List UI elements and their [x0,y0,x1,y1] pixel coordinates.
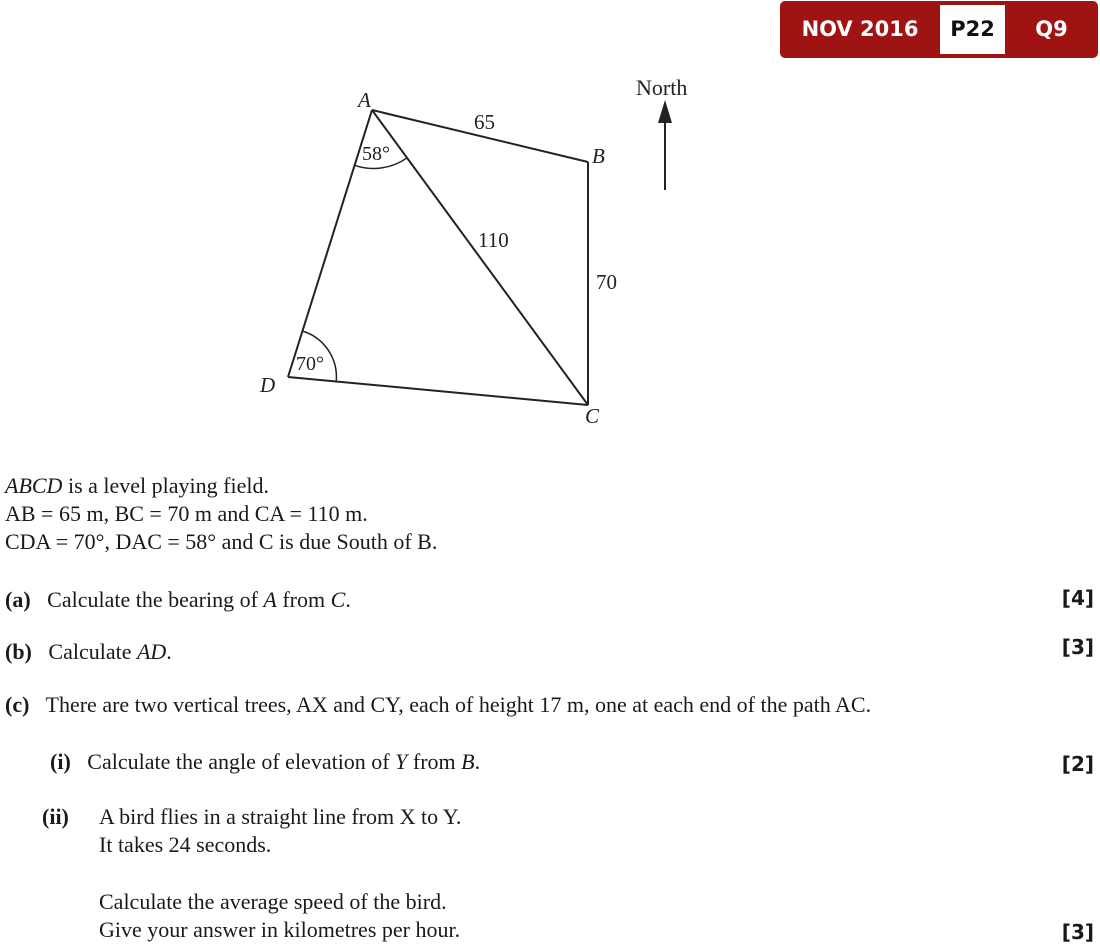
part-c-ii-line-3: Calculate the average speed of the bird. [99,889,447,914]
angle-d-value: 70° [296,353,324,375]
intro-line-1: ABCD is a level playing field. [5,473,269,498]
side-ca-length: 110 [478,228,509,252]
angle-a-value: 58° [362,143,390,165]
part-b-label: (b) [5,639,32,664]
part-b-question: (b) Calculate AD. [5,639,172,664]
quadrilateral-diagram [0,60,760,432]
question-reference-badge [780,1,1098,58]
part-c-label: (c) [5,692,30,717]
part-c-i-question: (i) Calculate the angle of elevation of Y from B. [50,749,481,774]
vertex-a-label: A [358,88,371,112]
side-ab-length: 65 [474,110,495,134]
vertex-c-label: C [585,404,600,428]
part-a-label: (a) [5,587,31,612]
north-label: North [636,75,688,100]
vertex-d-label: D [260,373,276,397]
part-c-ii-line-2: It takes 24 seconds. [99,832,272,857]
part-a-marks: [4] [1061,586,1094,610]
part-c-ii-line-1: A bird flies in a straight line from X to Y. [99,804,462,829]
intro-line-2: AB = 65 m, BC = 70 m and CA = 110 m. [5,501,368,526]
part-c-ii-line-4: Give your answer in kilometres per hour. [99,917,461,942]
paper-number-label: P22 [940,5,1005,54]
part-c-ii-label: (ii) [42,804,69,829]
part-c-ii-marks: [3] [1061,920,1094,944]
intro-line-3: CDA = 70°, DAC = 58° and C is due South of B. [5,529,438,554]
vertex-b-label: B [592,144,605,168]
part-a-question: (a) Calculate the bearing of A from C. [5,587,351,612]
north-arrow-icon [658,100,672,123]
part-c-i-label: (i) [50,749,71,774]
part-c-i-marks: [2] [1061,752,1094,776]
side-cd-line [288,377,588,405]
question-number-label: Q9 [1035,17,1068,41]
part-c-question: (c) There are two vertical trees, AX and CY, each of height 17 m, one at each end of the path AC. [5,692,872,717]
exam-session-label: NOV 2016 [801,17,919,41]
part-b-marks: [3] [1061,635,1094,659]
side-bc-length: 70 [596,270,617,294]
side-da-line [288,110,372,377]
